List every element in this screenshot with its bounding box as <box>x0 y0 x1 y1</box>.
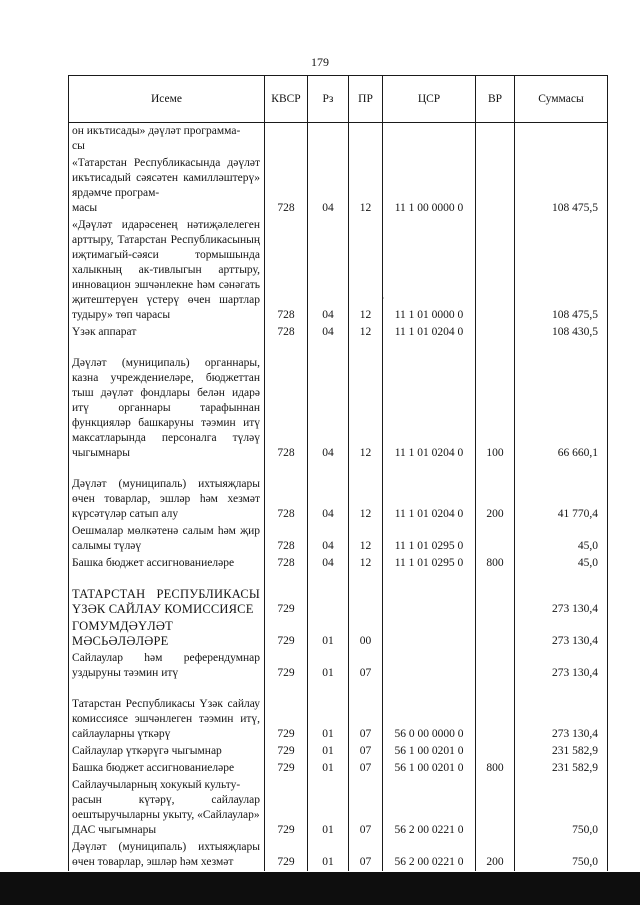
cell-pr: 07 <box>349 743 383 760</box>
cell-kvsr: 729 <box>265 760 308 777</box>
spacer-cell <box>349 341 383 355</box>
spacer-cell <box>349 572 383 586</box>
spacer-cell <box>308 682 349 696</box>
row-spacer <box>69 341 608 355</box>
spacer-cell <box>265 572 308 586</box>
cell-pr: 07 <box>349 696 383 743</box>
cell-csr: 56 0 00 0000 0 <box>383 696 476 743</box>
table-header-row <box>69 76 608 123</box>
cell-kvsr: 729 <box>265 743 308 760</box>
cell-vr <box>476 523 515 555</box>
table-row <box>69 650 608 682</box>
table-row <box>69 523 608 555</box>
cell-csr: 11 1 01 0204 0 <box>383 476 476 523</box>
cell-rz: 01 <box>308 743 349 760</box>
cell-kvsr: 728 <box>265 555 308 572</box>
cell-csr: 11 1 01 0204 0 <box>383 324 476 341</box>
cell-kvsr: 729 <box>265 618 308 650</box>
cell-pr: 12 <box>349 217 383 324</box>
cell-vr <box>476 618 515 650</box>
cell-name: Үзәк аппарат <box>69 324 265 341</box>
spacer-cell <box>515 341 608 355</box>
cell-name: Сайлаулар һәм референдумнар уздыруны тәэмин итү <box>69 650 265 682</box>
table-row <box>69 123 608 156</box>
cell-name: Башка бюджет ассигнованиеләре <box>69 555 265 572</box>
cell-name: Оешмалар мөлкәтенә салым һәм җир салымы түләү <box>69 523 265 555</box>
cell-name: ГОМУМДӘҮЛӘТ МӘСЬӘЛӘЛӘРЕ <box>69 618 265 650</box>
cell-csr: 11 1 01 0295 0 <box>383 555 476 572</box>
cell-kvsr: 729 <box>265 650 308 682</box>
cell-name: ТАТАРСТАН РЕСПУБЛИКАСЫ ҮЗӘК САЙЛАУ КОМИССИЯСЕ <box>69 586 265 618</box>
cell-rz: 04 <box>308 523 349 555</box>
cell-csr: 11 1 01 0295 0 <box>383 523 476 555</box>
cell-pr: 12 <box>349 555 383 572</box>
table-row <box>69 555 608 572</box>
cell-rz: 04 <box>308 217 349 324</box>
table-row <box>69 743 608 760</box>
cell-sum: 66 660,1 <box>515 355 608 462</box>
cell-kvsr: 728 <box>265 324 308 341</box>
cell-kvsr: 728 <box>265 523 308 555</box>
spacer-cell <box>476 682 515 696</box>
table-row <box>69 476 608 523</box>
cell-pr <box>349 123 383 156</box>
cell-pr: 12 <box>349 155 383 217</box>
cell-sum: 273 130,4 <box>515 696 608 743</box>
cell-sum: 750,0 <box>515 777 608 839</box>
table-row <box>69 618 608 650</box>
cell-name: Татарстан Республикасы Үзәк сайлау комиссиясе эшчәнлеген тәэмин итү, сайлауларны үткәрү <box>69 696 265 743</box>
cell-name: Дәүләт (муниципаль) органнары, казна учреждениеләре, бюджеттан тыш дәүләт фондлары белән идарә итү органнары тарафыннан функцияләр башкаруны тәэмин итү максатларында персоналга түләү чыгымнары <box>69 355 265 462</box>
cell-rz: 04 <box>308 355 349 462</box>
cell-vr <box>476 743 515 760</box>
row-spacer <box>69 682 608 696</box>
table-row <box>69 696 608 743</box>
cell-csr: 11 1 00 0000 0 <box>383 155 476 217</box>
cell-vr: 200 <box>476 839 515 871</box>
cell-vr <box>476 696 515 743</box>
cell-sum <box>515 123 608 156</box>
cell-pr: 12 <box>349 355 383 462</box>
header-pr: ПР <box>349 76 383 123</box>
cell-rz: 04 <box>308 324 349 341</box>
cell-rz: 01 <box>308 839 349 871</box>
cell-rz: 01 <box>308 760 349 777</box>
cell-kvsr: 728 <box>265 217 308 324</box>
row-spacer <box>69 572 608 586</box>
spacer-cell <box>383 572 476 586</box>
table-row <box>69 777 608 839</box>
spacer-cell <box>515 572 608 586</box>
cell-vr: 100 <box>476 355 515 462</box>
cell-vr <box>476 586 515 618</box>
spacer-cell <box>515 682 608 696</box>
cell-name: Дәүләт (муниципаль) ихтыяҗлары өчен товарлар, эшләр һәм хезмәт күрсәтүләр сатып алу <box>69 476 265 523</box>
spacer-cell <box>515 462 608 476</box>
cell-csr <box>383 123 476 156</box>
cell-csr <box>383 650 476 682</box>
cell-pr: 07 <box>349 839 383 871</box>
spacer-cell <box>308 462 349 476</box>
cell-name: он икътисады» дәүләт программа- сы <box>69 123 265 156</box>
cell-vr: 800 <box>476 760 515 777</box>
cell-sum: 273 130,4 <box>515 586 608 618</box>
cell-sum: 750,0 <box>515 839 608 871</box>
table-row <box>69 355 608 462</box>
cell-vr: 800 <box>476 555 515 572</box>
table-row <box>69 324 608 341</box>
table-row <box>69 155 608 217</box>
spacer-cell <box>308 572 349 586</box>
stray-mark: · <box>382 294 385 303</box>
table-row <box>69 586 608 618</box>
cell-csr <box>383 586 476 618</box>
spacer-cell <box>265 341 308 355</box>
cell-pr: 07 <box>349 760 383 777</box>
header-sum: Суммасы <box>515 76 608 123</box>
cell-rz: 04 <box>308 555 349 572</box>
cell-vr <box>476 155 515 217</box>
cell-sum: 108 430,5 <box>515 324 608 341</box>
cell-sum: 231 582,9 <box>515 743 608 760</box>
cell-rz: 01 <box>308 777 349 839</box>
header-rz: Рз <box>308 76 349 123</box>
cell-pr: 12 <box>349 324 383 341</box>
spacer-cell <box>349 462 383 476</box>
spacer-cell <box>476 462 515 476</box>
spacer-cell <box>69 572 265 586</box>
cell-pr: 12 <box>349 523 383 555</box>
cell-pr: 07 <box>349 650 383 682</box>
cell-sum: 41 770,4 <box>515 476 608 523</box>
cell-csr: 56 2 00 0221 0 <box>383 839 476 871</box>
cell-rz <box>308 586 349 618</box>
cell-kvsr: 728 <box>265 476 308 523</box>
budget-table <box>68 75 608 871</box>
cell-kvsr: 729 <box>265 777 308 839</box>
cell-csr: 56 2 00 0221 0 <box>383 777 476 839</box>
cell-kvsr: 728 <box>265 155 308 217</box>
cell-rz: 01 <box>308 650 349 682</box>
cell-sum: 108 475,5 <box>515 217 608 324</box>
cell-vr <box>476 217 515 324</box>
cell-kvsr: 728 <box>265 355 308 462</box>
spacer-cell <box>265 682 308 696</box>
cell-name: «Татарстан Республикасында дәүләт икътисадый сәясәтен камилләштерү» ярдәмче програм- масы <box>69 155 265 217</box>
spacer-cell <box>69 462 265 476</box>
cell-rz: 01 <box>308 618 349 650</box>
table-row <box>69 839 608 871</box>
cell-csr <box>383 618 476 650</box>
spacer-cell <box>383 462 476 476</box>
table-row <box>69 217 608 324</box>
spacer-cell <box>349 682 383 696</box>
table-body <box>69 123 608 872</box>
cell-vr <box>476 324 515 341</box>
spacer-cell <box>69 682 265 696</box>
cell-csr: 11 1 01 0000 0 <box>383 217 476 324</box>
scan-bottom-edge <box>0 872 640 905</box>
header-kvsr: КВСР <box>265 76 308 123</box>
cell-sum: 108 475,5 <box>515 155 608 217</box>
cell-pr: 00 <box>349 618 383 650</box>
spacer-cell <box>476 341 515 355</box>
cell-rz: 04 <box>308 155 349 217</box>
spacer-cell <box>308 341 349 355</box>
cell-sum: 273 130,4 <box>515 618 608 650</box>
cell-name: Сайлаучыларның хокукый культу- расын күтәрү, сайлаулар оештыручыларны укыту, «Сайлаулар» ДАС чыгымнары <box>69 777 265 839</box>
cell-kvsr: 729 <box>265 696 308 743</box>
cell-rz: 01 <box>308 696 349 743</box>
cell-name: Сайлаулар үткәрүгә чыгымнар <box>69 743 265 760</box>
cell-sum: 231 582,9 <box>515 760 608 777</box>
cell-vr <box>476 123 515 156</box>
cell-kvsr: 729 <box>265 839 308 871</box>
spacer-cell <box>69 341 265 355</box>
spacer-cell <box>383 341 476 355</box>
table-row <box>69 760 608 777</box>
cell-vr <box>476 777 515 839</box>
cell-csr: 56 1 00 0201 0 <box>383 760 476 777</box>
cell-kvsr: 729 <box>265 586 308 618</box>
cell-name: Башка бюджет ассигнованиеләре <box>69 760 265 777</box>
spacer-cell <box>383 682 476 696</box>
cell-kvsr <box>265 123 308 156</box>
header-vr: ВР <box>476 76 515 123</box>
cell-csr: 56 1 00 0201 0 <box>383 743 476 760</box>
cell-name: «Дәүләт идарәсенең нәтиҗәлелеген арттыру, Татарстан Республикасының иҗтимагый-сәяси тормышында халыкның ак-тивлыгын арттыру, инновацион эшчәнлекне һәм сәнәгать җитештерүен үстерү өчен шартлар тудыру» төп чарасы <box>69 217 265 324</box>
cell-sum: 45,0 <box>515 523 608 555</box>
cell-rz: 04 <box>308 476 349 523</box>
cell-pr <box>349 586 383 618</box>
cell-pr: 12 <box>349 476 383 523</box>
spacer-cell <box>476 572 515 586</box>
cell-vr <box>476 650 515 682</box>
spacer-cell <box>265 462 308 476</box>
cell-sum: 273 130,4 <box>515 650 608 682</box>
cell-csr: 11 1 01 0204 0 <box>383 355 476 462</box>
cell-sum: 45,0 <box>515 555 608 572</box>
cell-rz <box>308 123 349 156</box>
cell-vr: 200 <box>476 476 515 523</box>
cell-pr: 07 <box>349 777 383 839</box>
cell-name: Дәүләт (муниципаль) ихтыяҗлары өчен товарлар, эшләр һәм хезмәт <box>69 839 265 871</box>
header-name: Исеме <box>69 76 265 123</box>
header-csr: ЦСР <box>383 76 476 123</box>
row-spacer <box>69 462 608 476</box>
page-number: 179 <box>311 55 329 69</box>
